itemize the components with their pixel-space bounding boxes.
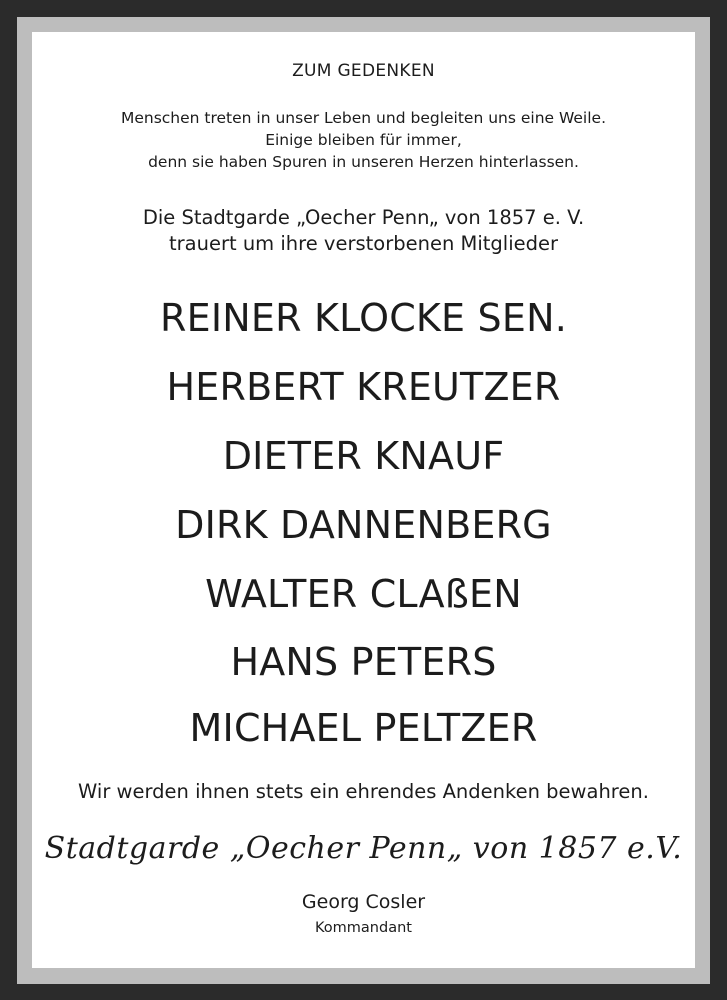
intro-line: Die Stadtgarde „Oecher Penn„ von 1857 e. V. xyxy=(142,206,585,229)
deceased-name: DIRK DANNENBERG xyxy=(175,503,552,547)
deceased-name: HERBERT KREUTZER xyxy=(166,365,561,409)
deceased-name: HANS PETERS xyxy=(230,640,497,684)
signer-role: Kommandant xyxy=(315,920,412,936)
closing-statement: Wir werden ihnen stets ein ehrendes Andenken bewahren. xyxy=(78,780,649,803)
intro-line: trauert um ihre verstorbenen Mitglieder xyxy=(168,232,559,255)
verse-line: Menschen treten in unser Leben und begleiten uns eine Weile. xyxy=(120,109,607,127)
deceased-name: WALTER CLAßEN xyxy=(205,572,522,616)
organization-name: Stadtgarde „Oecher Penn„ von 1857 e.V. xyxy=(44,831,683,866)
verse-line: denn sie haben Spuren in unseren Herzen hinterlassen. xyxy=(148,153,579,171)
obituary-notice xyxy=(32,32,695,968)
deceased-name: MICHAEL PELTZER xyxy=(189,706,538,750)
verse-line: Einige bleiben für immer, xyxy=(265,131,462,149)
deceased-name: REINER KLOCKE SEN. xyxy=(160,296,567,340)
notice-heading: ZUM GEDENKEN xyxy=(292,61,435,81)
signer-name: Georg Cosler xyxy=(301,891,426,913)
deceased-name: DIETER KNAUF xyxy=(222,434,505,478)
